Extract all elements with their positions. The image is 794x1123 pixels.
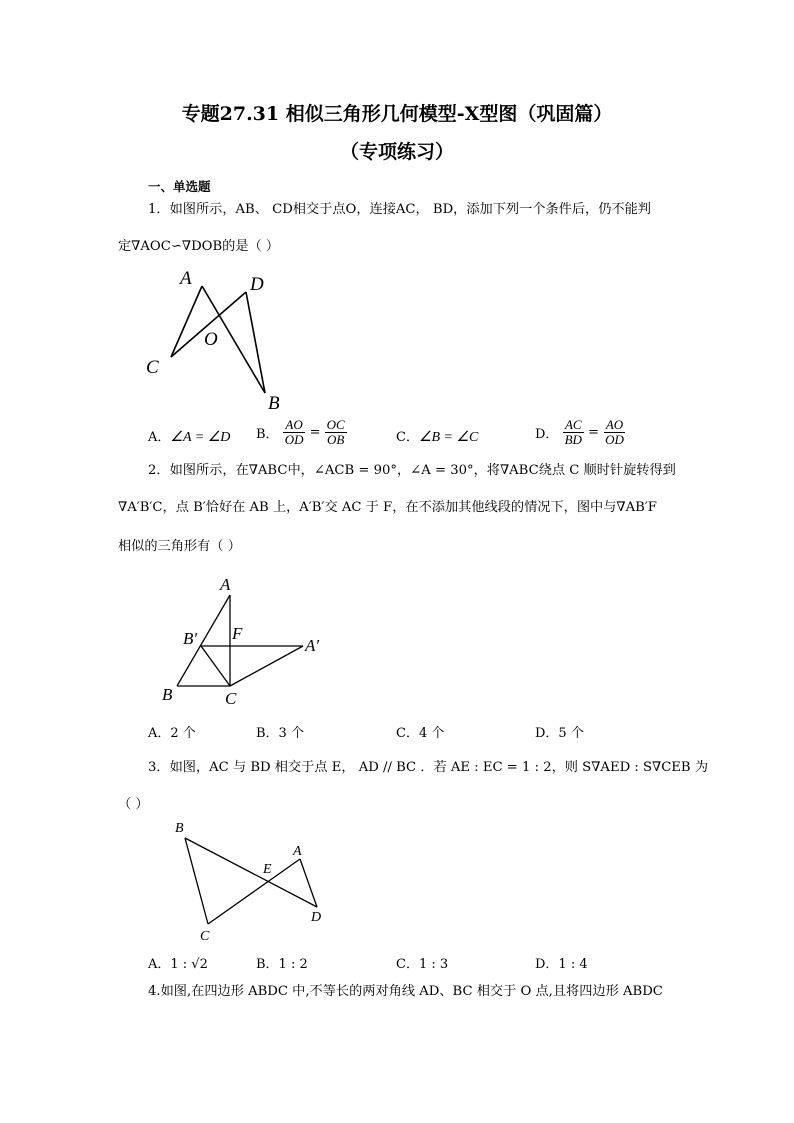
- question-3-line-2: （ ）: [118, 797, 149, 812]
- q3-option-a[interactable]: A．1 : √2: [148, 957, 208, 972]
- q3-label-a: A: [293, 844, 302, 859]
- q2-label-a-prime: A′: [305, 636, 320, 655]
- q1-option-c-text: ∠B = ∠C: [418, 430, 479, 445]
- question-1-line-2: 定∇AOC∽∇DOB的是（ ）: [118, 239, 280, 254]
- question-2-figure: [155, 573, 335, 708]
- q1-option-a-text: ∠A = ∠D: [170, 430, 231, 445]
- q1-option-a-prefix: A．: [148, 430, 171, 445]
- question-1-line-1: 1．如图所示，AB、 CD相交于点O，连接AC， BD，添加下列一个条件后，仍不能判: [148, 202, 651, 217]
- q3-label-b: B: [175, 821, 184, 836]
- q2-option-b[interactable]: B．3 个: [256, 726, 304, 741]
- question-4-line-1: 4.如图,在四边形 ABDC 中,不等长的两对角线 AD、BC 相交于 O 点,且将四边形 ABDC: [148, 984, 663, 999]
- q1-option-c[interactable]: [396, 426, 478, 446]
- q1-option-a[interactable]: [148, 426, 230, 446]
- question-1-figure: [140, 268, 290, 413]
- q1-segment-ca: [171, 286, 202, 357]
- q1-option-b[interactable]: B． $\frac{AO}{OD}$ = $\frac{OC}{OB}$: [256, 417, 345, 447]
- page-title: 专题27.31 相似三角形几何模型-X型图（巩固篇）: [181, 103, 613, 125]
- q1-option-c-prefix: C．: [396, 430, 419, 445]
- q1-label-c: C: [146, 357, 159, 378]
- q1-label-d: D: [250, 274, 264, 295]
- question-2-line-3: 相似的三角形有（ ）: [118, 539, 241, 554]
- question-3-figure: [168, 818, 333, 943]
- q1-option-d[interactable]: D． $\frac{AC}{BD}$ = $\frac{AO}{OD}$: [535, 417, 624, 447]
- q2-option-d[interactable]: D．5 个: [535, 726, 584, 741]
- q1-option-d-prefix: D．: [535, 427, 559, 442]
- q1-option-b-prefix: B．: [256, 427, 279, 442]
- q2-option-c[interactable]: C．4 个: [396, 726, 445, 741]
- q1-option-d-fraction-1: $\frac{AC}{BD}$: [564, 417, 582, 447]
- q1-option-b-fraction-2: $\frac{OC}{OB}$: [326, 417, 345, 447]
- question-2-line-1: 2．如图所示，在∇ABC中，∠ACB = 90°，∠A = 30°，将∇ABC绕点 C 顺时针旋转得到: [148, 463, 676, 478]
- q2-label-b: B: [162, 685, 173, 704]
- q3-label-d: D: [311, 910, 322, 925]
- question-2-line-2: ∇A′B′C，点 B′恰好在 AB 上，A′B′交 AC 于 F，在不添加其他线段的情况下，图中与∇AB′F: [118, 500, 657, 515]
- question-3-line-1: 3．如图，AC 与 BD 相交于点 E， AD // BC ．若 AE : EC = 1 : 2，则 S∇AED : S∇CEB 为: [148, 760, 709, 775]
- q2-label-f: F: [232, 624, 243, 643]
- section-heading: 一、单选题: [148, 179, 211, 194]
- q1-option-b-fraction-1: $\frac{AO}{OD}$: [284, 417, 304, 447]
- q3-label-c: C: [200, 929, 210, 943]
- q1-label-b: B: [268, 393, 280, 413]
- q3-option-d[interactable]: D．1 : 4: [535, 957, 588, 972]
- q1-label-o: O: [204, 329, 218, 350]
- q3-label-e: E: [263, 862, 272, 877]
- q1-label-a: A: [180, 268, 192, 289]
- q2-label-a: A: [220, 575, 231, 594]
- q2-label-b-prime: B′: [183, 629, 198, 648]
- q3-segment-bc: [185, 838, 208, 924]
- q2-segment-b-prime-c: [201, 646, 230, 686]
- q2-label-c: C: [225, 689, 237, 708]
- q2-segment-a-prime-c: [230, 646, 303, 686]
- q3-option-c[interactable]: C．1 : 3: [396, 957, 449, 972]
- q2-option-a[interactable]: A．2 个: [148, 726, 196, 741]
- page-subtitle: （专项练习）: [339, 141, 454, 163]
- q3-option-b[interactable]: B．1 : 2: [256, 957, 308, 972]
- q1-option-d-fraction-2: $\frac{AO}{OD}$: [605, 417, 624, 447]
